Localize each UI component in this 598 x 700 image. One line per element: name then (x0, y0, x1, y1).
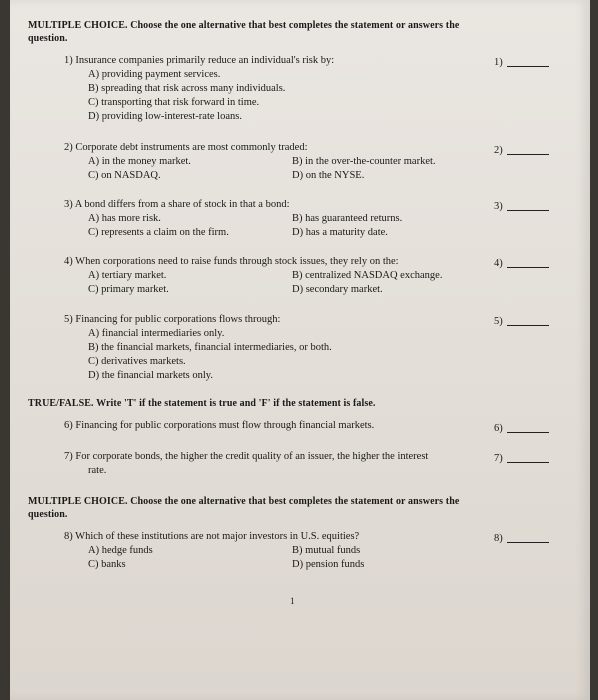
mc-header-instructions: Choose the one alternative that best completes the statement or answers the (127, 20, 460, 31)
answer-4-blank[interactable] (507, 267, 549, 268)
mc2-section-header (28, 496, 459, 507)
answer-2-blank[interactable] (507, 154, 549, 155)
page-number: 1 (290, 596, 295, 606)
question-7-text-line1: 7) For corporate bonds, the higher the credit quality of an issuer, the higher the interest (64, 451, 429, 462)
answer-7-blank[interactable] (507, 462, 549, 463)
question-8-option-a: A) hedge funds (88, 545, 153, 556)
answer-3-label: 3) (494, 201, 503, 212)
answer-7-label: 7) (494, 453, 503, 464)
answer-1-label: 1) (494, 57, 503, 68)
question-3-option-a: A) has more risk. (88, 213, 161, 224)
exam-page (10, 0, 590, 700)
answer-6-label: 6) (494, 423, 503, 434)
answer-4-label: 4) (494, 258, 503, 269)
mc-header-line2: question. (28, 33, 68, 44)
question-4-option-d: D) secondary market. (292, 284, 383, 295)
question-5-option-b: B) the financial markets, financial intermediaries, or both. (88, 342, 332, 353)
question-3-option-b: B) has guaranteed returns. (292, 213, 403, 224)
mc2-header-line2: question. (28, 509, 68, 520)
answer-8-label: 8) (494, 533, 503, 544)
question-6-text: 6) Financing for public corporations must flow through financial markets. (64, 420, 375, 431)
question-5-option-d: D) the financial markets only. (88, 370, 213, 381)
question-8-option-c: C) banks (88, 559, 126, 570)
answer-5-blank[interactable] (507, 325, 549, 326)
question-8-option-d: D) pension funds (292, 559, 365, 570)
answer-3-blank[interactable] (507, 210, 549, 211)
tf-header-instructions: Write 'T' if the statement is true and 'F' if the statement is false. (93, 398, 376, 409)
question-2-text: 2) Corporate debt instruments are most commonly traded: (64, 142, 308, 153)
question-4-option-a: A) tertiary market. (88, 270, 167, 281)
answer-2-label: 2) (494, 145, 503, 156)
answer-1-blank[interactable] (507, 66, 549, 67)
question-2-option-d: D) on the NYSE. (292, 170, 365, 181)
question-4-option-b: B) centralized NASDAQ exchange. (292, 270, 443, 281)
mc2-header-instructions: Choose the one alternative that best completes the statement or answers the (127, 496, 460, 507)
mc2-header-bold: MULTIPLE CHOICE. (28, 496, 128, 507)
question-4-text: 4) When corporations need to raise funds through stock issues, they rely on the: (64, 256, 399, 267)
question-3-option-c: C) represents a claim on the firm. (88, 227, 229, 238)
question-3-text: 3) A bond differs from a share of stock in that a bond: (64, 199, 290, 210)
question-2-option-a: A) in the money market. (88, 156, 191, 167)
tf-header-bold: TRUE/FALSE. (28, 398, 94, 409)
answer-6-blank[interactable] (507, 432, 549, 433)
question-8-option-b: B) mutual funds (292, 545, 361, 556)
question-1-option-d: D) providing low-interest-rate loans. (88, 111, 242, 122)
answer-5-label: 5) (494, 316, 503, 327)
question-1-text: 1) Insurance companies primarily reduce an individual's risk by: (64, 55, 335, 66)
question-4-option-c: C) primary market. (88, 284, 169, 295)
question-8-text: 8) Which of these institutions are not major investors in U.S. equities? (64, 531, 360, 542)
question-1-option-a: A) providing payment services. (88, 69, 221, 80)
question-5-text: 5) Financing for public corporations flows through: (64, 314, 281, 325)
question-5-option-c: C) derivatives markets. (88, 356, 186, 367)
question-7-text-line2: rate. (88, 465, 107, 476)
answer-8-blank[interactable] (507, 542, 549, 543)
mc-section-header (28, 20, 459, 31)
question-2-option-b: B) in the over-the-counter market. (292, 156, 436, 167)
mc-header-bold: MULTIPLE CHOICE. (28, 20, 128, 31)
question-3-option-d: D) has a maturity date. (292, 227, 388, 238)
question-1-option-c: C) transporting that risk forward in time. (88, 97, 260, 108)
tf-section-header (28, 398, 376, 409)
question-1-option-b: B) spreading that risk across many individuals. (88, 83, 286, 94)
question-2-option-c: C) on NASDAQ. (88, 170, 161, 181)
question-5-option-a: A) financial intermediaries only. (88, 328, 225, 339)
